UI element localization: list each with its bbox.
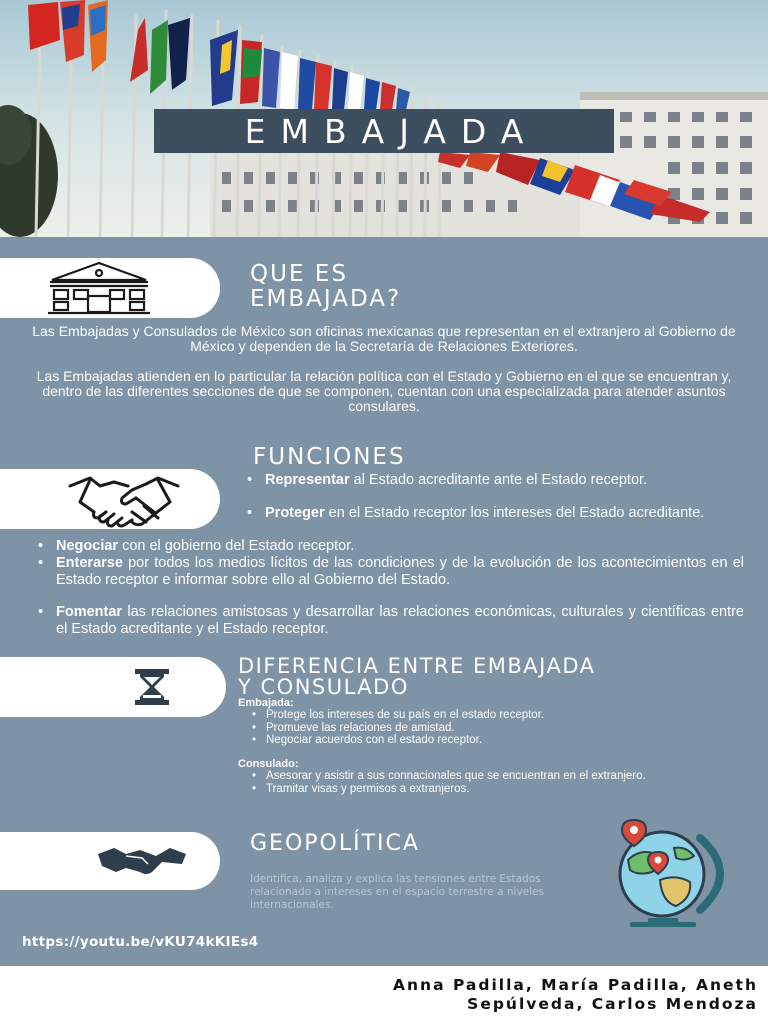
- bullet-text: las relaciones amistosas y desarrollar las relaciones económicas, culturales y científicas entre el Estado acreditante y el Estado receptor.: [56, 604, 744, 637]
- hourglass-icon: [132, 667, 172, 707]
- list-item: [238, 783, 690, 796]
- function-item-negociar: [38, 538, 744, 555]
- bullet-dot: •: [252, 782, 257, 795]
- section1-paragraph1: Las Embajadas y Consulados de México son oficinas mexicanas que representan en el extranjero al Gobierno de México y dependen de la Secretaría de Relaciones Exteriores.: [32, 323, 736, 354]
- section4-heading: GEOPOLÍTICA: [250, 831, 420, 856]
- handshake-icon: [96, 846, 188, 876]
- bullet-text: al Estado acreditante ante el Estado receptor.: [349, 472, 648, 488]
- list-item: [238, 770, 690, 783]
- section2-icon-pill: [0, 469, 220, 529]
- function-item-enterarse: [38, 555, 744, 588]
- section1-paragraph2: Las Embajadas atienden en lo particular la relación política con el Estado y Gobierno en el que se encuentran y, dentro de las diferentes secciones de que se componen, cuentan con una especializada para atender asuntos consulares.: [36, 368, 732, 414]
- bullet-text: por todos los medios lícitos de las condiciones y de la evolución de los acontecimientos en el Estado receptor e informar sobre ello al Gobierno del Estado.: [56, 555, 744, 588]
- video-link[interactable]: https://youtu.be/vKU74kKIEs4: [22, 934, 259, 950]
- embajada-list: [238, 709, 690, 747]
- title-banner: [154, 109, 614, 153]
- hero-banner: [0, 0, 768, 237]
- bullet-dot: •: [38, 604, 44, 620]
- bullet-dot: •: [247, 472, 253, 488]
- function-item-fomentar: [38, 604, 744, 637]
- building-icon: [44, 260, 154, 316]
- list-item-text: Tramitar visas y permisos a extranjeros.: [266, 782, 470, 795]
- section2-heading: FUNCIONES: [253, 444, 406, 470]
- function-item-representar: [247, 472, 744, 489]
- section1-heading-line2: EMBAJADA?: [250, 286, 402, 312]
- embajada-label: Embajada:: [238, 697, 294, 709]
- bullet-dot: •: [38, 538, 44, 554]
- list-item-text: Negociar acuerdos con el estado receptor.: [266, 734, 483, 746]
- bullet-dot: •: [247, 505, 253, 521]
- list-item: [238, 734, 690, 747]
- function-item-proteger: [247, 505, 744, 522]
- bullet-dot: •: [252, 770, 257, 782]
- section1-icon-pill: [0, 258, 220, 318]
- section3-heading-line1: DIFERENCIA ENTRE EMBAJADA: [238, 654, 596, 678]
- bullet-dot: •: [252, 709, 257, 721]
- bullet-dot: •: [252, 721, 257, 734]
- authors: [238, 976, 758, 1014]
- section3-heading: [238, 656, 596, 698]
- authors-line1: Anna Padilla, María Padilla, Aneth: [393, 976, 758, 994]
- section1-heading: [250, 262, 401, 312]
- globe-icon: [590, 818, 740, 928]
- handshake-icon: [66, 472, 182, 528]
- section3-heading-line2: Y CONSULADO: [238, 675, 409, 699]
- bullet-keyword: Negociar: [56, 538, 119, 554]
- list-item: [238, 709, 690, 722]
- bullet-text: en el Estado receptor los intereses del Estado acreditante.: [324, 505, 705, 521]
- section1-heading-line1: QUE ES: [250, 261, 348, 287]
- bullet-keyword: Representar: [265, 472, 350, 488]
- list-item-text: Protege los intereses de su país en el estado receptor.: [266, 709, 545, 721]
- bullet-dot: •: [252, 734, 257, 746]
- section4-description: Identifica, analiza y explica las tensiones entre Estados relacionado a intereses en el espacio terrestre a niveles internacionales.: [250, 873, 544, 911]
- bullet-keyword: Proteger: [265, 505, 325, 521]
- bullet-keyword: Enterarse: [56, 555, 123, 571]
- bullet-dot: •: [38, 555, 44, 571]
- page-title: EMBAJADA: [244, 111, 539, 151]
- list-item-text: Asesorar y asistir a sus connacionales que se encuentran en el extranjero.: [266, 770, 646, 782]
- list-item: [238, 722, 690, 735]
- consulado-list: [238, 770, 690, 795]
- section3-icon-pill: [0, 657, 226, 717]
- list-item-text: Promueve las relaciones de amistad.: [266, 721, 455, 734]
- section4-icon-pill: [0, 832, 220, 890]
- consulado-label: Consulado:: [238, 758, 299, 770]
- bullet-keyword: Fomentar: [56, 604, 123, 620]
- bullet-text: con el gobierno del Estado receptor.: [118, 538, 355, 554]
- authors-line2: Sepúlveda, Carlos Mendoza: [467, 995, 758, 1013]
